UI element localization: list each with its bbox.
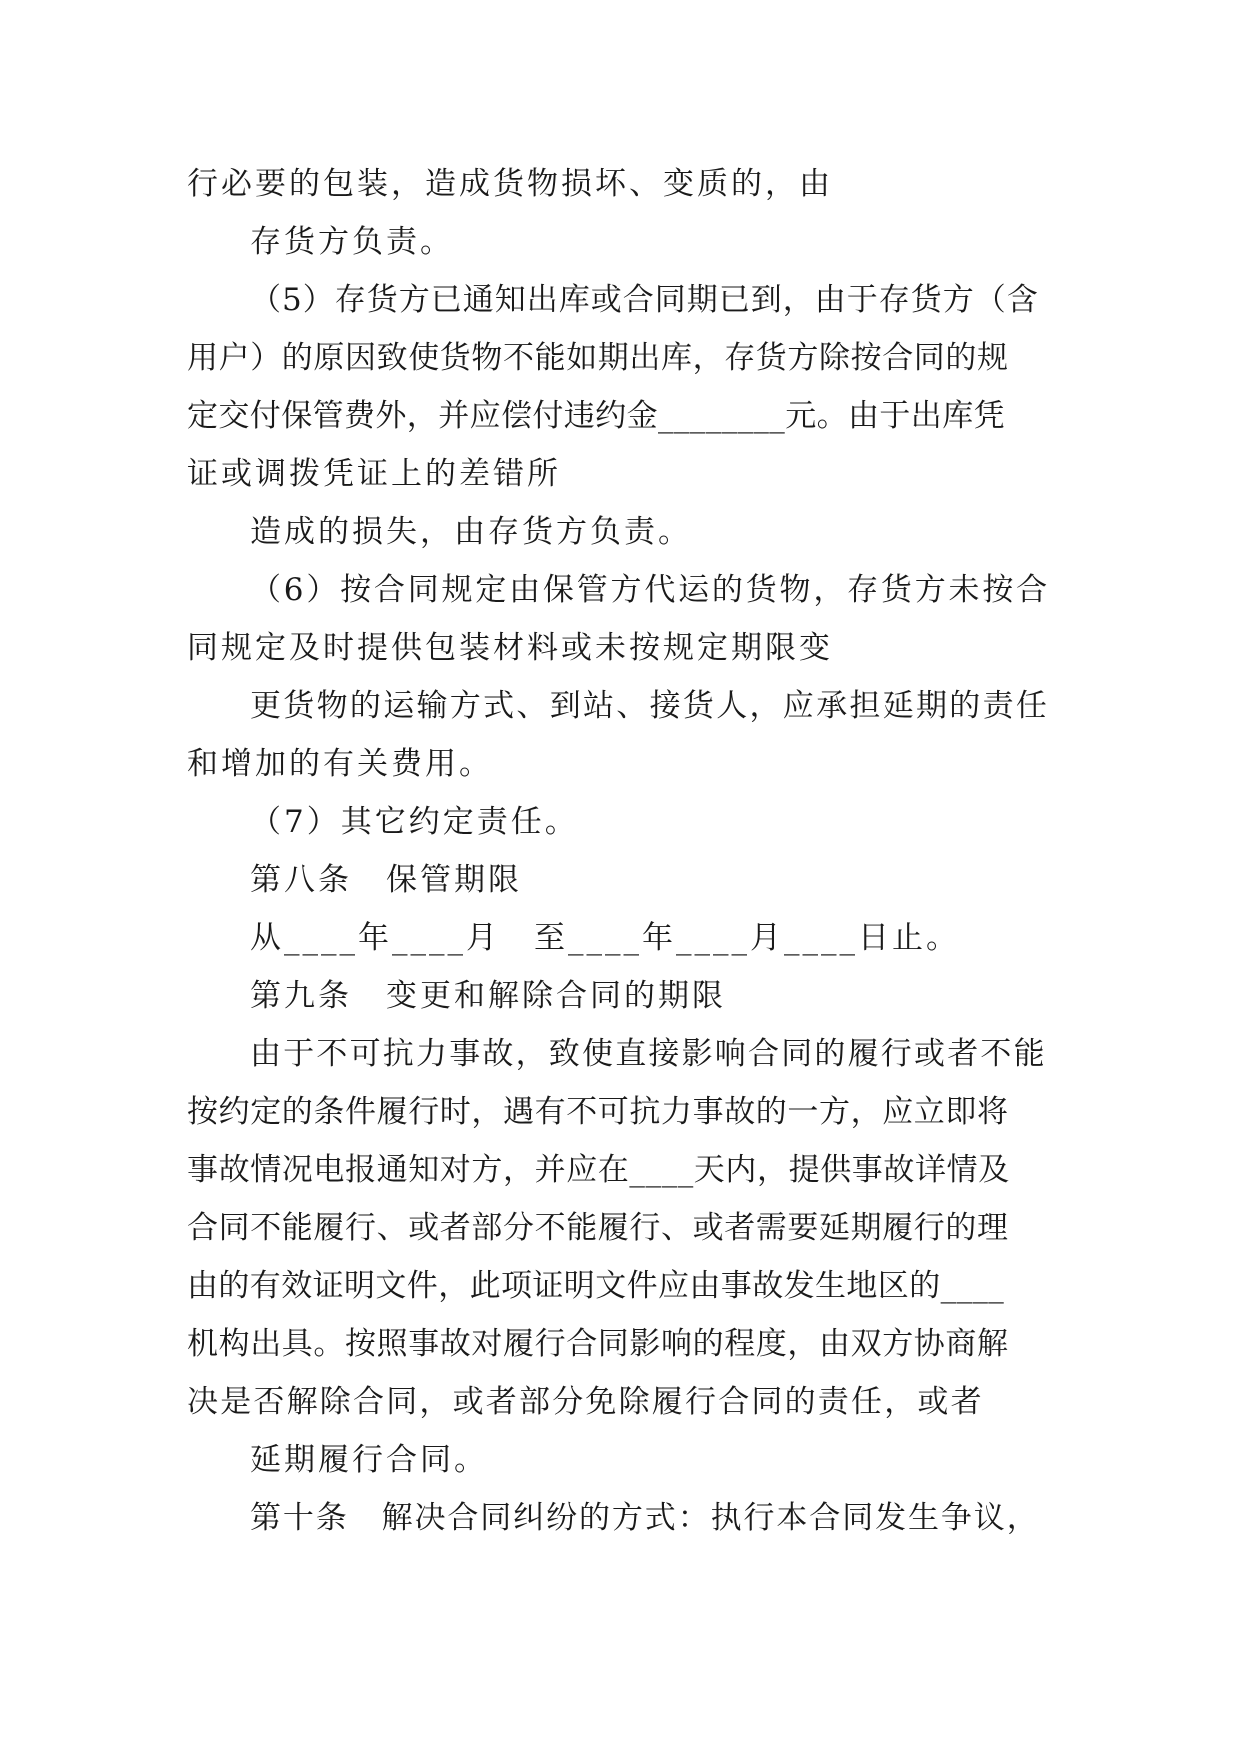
text-line: 延期履行合同。 (250, 1442, 488, 1478)
text-line: 按约定的条件履行时，遇有不可抗力事故的一方，应立即将 (187, 1094, 1009, 1130)
text-line: 从____年____月 至____年____月____日止。 (250, 920, 960, 956)
text-line: 由于不可抗力事故，致使直接影响合同的履行或者不能 (250, 1036, 1047, 1072)
text-line: 证或调拨凭证上的差错所 (187, 456, 561, 492)
section-heading: 第十条 解决合同纠纷的方式：执行本合同发生争议， (250, 1500, 1040, 1536)
text-line: 更货物的运输方式、到站、接货人，应承担延期的责任 (250, 688, 1050, 724)
text-line: （5）存货方已通知出库或合同期已到，由于存货方（含 (250, 282, 1039, 318)
text-line: （7）其它约定责任。 (250, 804, 579, 840)
text-line: 决是否解除合同，或者部分免除履行合同的责任，或者 (187, 1384, 984, 1420)
text-line: 行必要的包装，造成货物损坏、变质的，由 (187, 166, 833, 202)
text-line: 定交付保管费外，并应偿付违约金________元。由于出库凭 (187, 398, 1005, 434)
section-heading: 第九条 变更和解除合同的期限 (250, 978, 726, 1014)
text-line: 由的有效证明文件，此项证明文件应由事故发生地区的____ (187, 1268, 1005, 1304)
text-line: 和增加的有关费用。 (187, 746, 493, 782)
section-heading: 第八条 保管期限 (250, 862, 522, 898)
text-line: 合同不能履行、或者部分不能履行、或者需要延期履行的理 (187, 1210, 1009, 1246)
text-line: 机构出具。按照事故对履行合同影响的程度，由双方协商解 (187, 1326, 1009, 1362)
text-line: 造成的损失，由存货方负责。 (250, 514, 692, 550)
text-line: 同规定及时提供包装材料或未按规定期限变 (187, 630, 833, 666)
text-line: 用户）的原因致使货物不能如期出库，存货方除按合同的规 (187, 340, 1009, 376)
text-line: 事故情况电报通知对方，并应在____天内，提供事故详情及 (187, 1152, 1010, 1188)
text-line: 存货方负责。 (250, 224, 454, 260)
text-line: （6）按合同规定由保管方代运的货物，存货方未按合 (250, 572, 1050, 608)
